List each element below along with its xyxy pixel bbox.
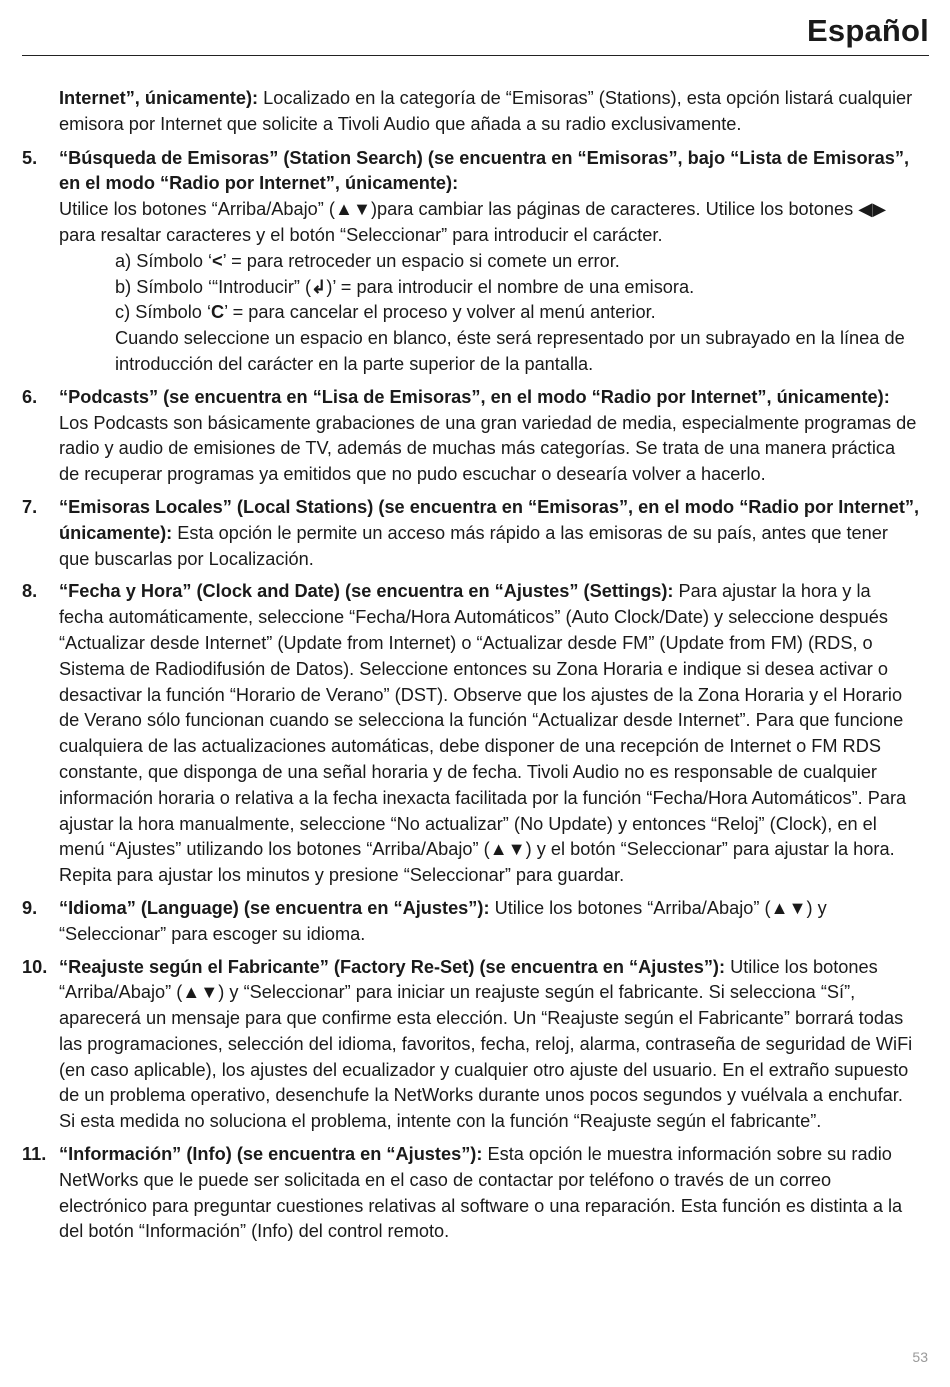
item-number: 10.: [22, 956, 48, 977]
sub-item-c: [59, 300, 920, 326]
item-10: [0, 955, 950, 1136]
back-symbol: <: [212, 250, 223, 271]
intro-paragraph: [0, 86, 950, 138]
sub-item-b: [59, 275, 920, 301]
intro-bold: Internet”, únicamente):: [59, 88, 259, 108]
item-number: 9.: [22, 897, 38, 918]
item-number: 6.: [22, 386, 38, 407]
item-6: [0, 385, 950, 488]
sub-a-post: ’ = para retroceder un espacio si comete un error.: [222, 250, 620, 271]
page-language-heading: Español: [807, 13, 929, 48]
sub-b-post: )’ = para introducir el nombre de una emisora.: [326, 276, 695, 297]
sub-a-pre: a) Símbolo ‘: [115, 250, 213, 271]
item-body: Esta opción le muestra información sobre su radio NetWorks que le puede ser solicitada en el caso de contactar por teléfono o través de un correo electrónico para preguntar cuestiones relativas al software o una reparación. Esta función es distinta a la del botón “Información” (Info) del control remoto.: [59, 1144, 903, 1242]
item-5: [0, 146, 950, 378]
item-number: 8.: [22, 581, 38, 602]
item-7: [0, 495, 950, 572]
header-rule: [22, 55, 929, 56]
sub-item-a: [59, 249, 920, 275]
sub-b-pre: b) Símbolo ‘“Introducir” (: [115, 276, 312, 297]
item-heading: “Información” (Info) (se encuentra en “Ajustes”):: [59, 1144, 483, 1165]
item-body: Esta opción le permite un acceso más rápido a las emisoras de su país, antes que tener que buscarlas por Localización.: [59, 522, 888, 569]
item-body: Para ajustar la hora y la fecha automáticamente, seleccione “Fecha/Hora Automáticos” (Auto Clock/Date) y seleccione después “Actualizar desde Internet” (Update from Internet) o “Actualizar desde FM” (Update from FM) (RDS, o Sistema de Radiodifusión de Datos). Seleccione entonces su Zona Horaria e indique si desea activar o desactivar la función “Horario de Verano” (DST). Observe que los ajustes de la Zona Horaria y el Horario de Verano sólo funcionan cuando se selecciona la función “Actualizar desde Internet”. Para que funcione cualquiera de las actualizaciones automáticas, debe disponer de una recepción de Internet o FM RDS constante, que disponga de una señal horaria y de fecha. Tivoli Audio no es responsable de cualquier información horaria o relativa a la fecha inexacta facilitada por la función “Fecha/Hora Automáticos”. Para ajustar la hora manualmente, seleccione “No actualizar” (No Update) y entonces “Reloj” (Clock), en el menú “Ajustes” utilizando los botones “Arriba/Abajo” (▲▼) y el botón “Seleccionar” para ajustar la hora. Repita para ajustar los minutos y presione “Seleccionar” para guardar.: [59, 581, 907, 886]
item-number: 11.: [22, 1144, 47, 1165]
cancel-symbol: C: [211, 302, 225, 323]
item-heading: “Búsqueda de Emisoras” (Station Search) (se encuentra en “Emisoras”, bajo “Lista de Emisoras”, en el modo “Radio por Internet”, únicamente):: [59, 147, 910, 194]
item-body: Utilice los botones “Arriba/Abajo” (▲▼)para cambiar las páginas de caracteres. Utilice los botones ◀▶ para resaltar caracteres y el botón “Seleccionar” para introducir el carácter.: [59, 199, 887, 245]
sub-c-pre: c) Símbolo ‘: [115, 302, 212, 323]
item-body: Los Podcasts son básicamente grabaciones de una gran variedad de media, especialmente programas de radio y audio de emisiones de TV, además de muchas más categorías. Se trata de una manera práctica de recuperar programas ya emitidos que no pudo escuchar o desearía volver a hacerlo.: [59, 412, 917, 485]
sub-item-note: Cuando seleccione un espacio en blanco, éste será representado por un subrayado en la línea de introducción del carácter en la parte superior de la pantalla.: [115, 328, 905, 374]
enter-icon: ↲: [311, 276, 327, 297]
intro-text: Localizado en la categoría de “Emisoras” (Stations), esta opción listará cualquier emisora por Internet que solicite a Tivoli Audio que añada a su radio exclusivamente.: [59, 88, 913, 134]
item-9: [0, 896, 950, 948]
item-11: [0, 1142, 950, 1245]
item-number: 7.: [22, 496, 38, 517]
item-heading: “Fecha y Hora” (Clock and Date) (se encuentra en “Ajustes” (Settings):: [59, 581, 674, 602]
item-heading: “Reajuste según el Fabricante” (Factory Re-Set) (se encuentra en “Ajustes”):: [59, 956, 726, 977]
item-8: [0, 579, 950, 889]
sub-c-post: ’ = para cancelar el proceso y volver al menú anterior.: [224, 302, 656, 323]
page-number: 53: [912, 1349, 928, 1365]
item-body: Utilice los botones “Arriba/Abajo” (▲▼) y “Seleccionar” para iniciar un reajuste según el fabricante. Si selecciona “Sí”, aparecerá un mensaje para que confirme esta elección. Un “Reajuste según el Fabricante” borrará todas las programaciones, selección del idioma, favoritos, fecha, reloj, alarma, contraseña de seguridad de WiFi (en caso aplicable), los ajustes del ecualizador y cualquier otro ajuste del usuario. En el extraño supuesto de un problema operativo, desenchufe la NetWorks durante unos pocos segundos y vuélvala a enchufar. Si esta medida no soluciona el problema, intente con la función “Reajuste según el fabricante”.: [59, 956, 913, 1132]
item-heading: “Idioma” (Language) (se encuentra en “Ajustes”):: [59, 897, 490, 918]
item-body: Utilice los botones “Arriba/Abajo” (▲▼) y “Seleccionar” para escoger su idioma.: [59, 897, 827, 944]
item-heading: “Emisoras Locales” (Local Stations) (se encuentra en “Emisoras”, en el modo “Radio por Internet”, únicamente):: [59, 496, 920, 543]
item-number: 5.: [22, 147, 38, 168]
item-heading: “Podcasts” (se encuentra en “Lisa de Emisoras”, en el modo “Radio por Internet”, únicamente):: [59, 386, 890, 407]
page-body: [0, 86, 950, 1252]
